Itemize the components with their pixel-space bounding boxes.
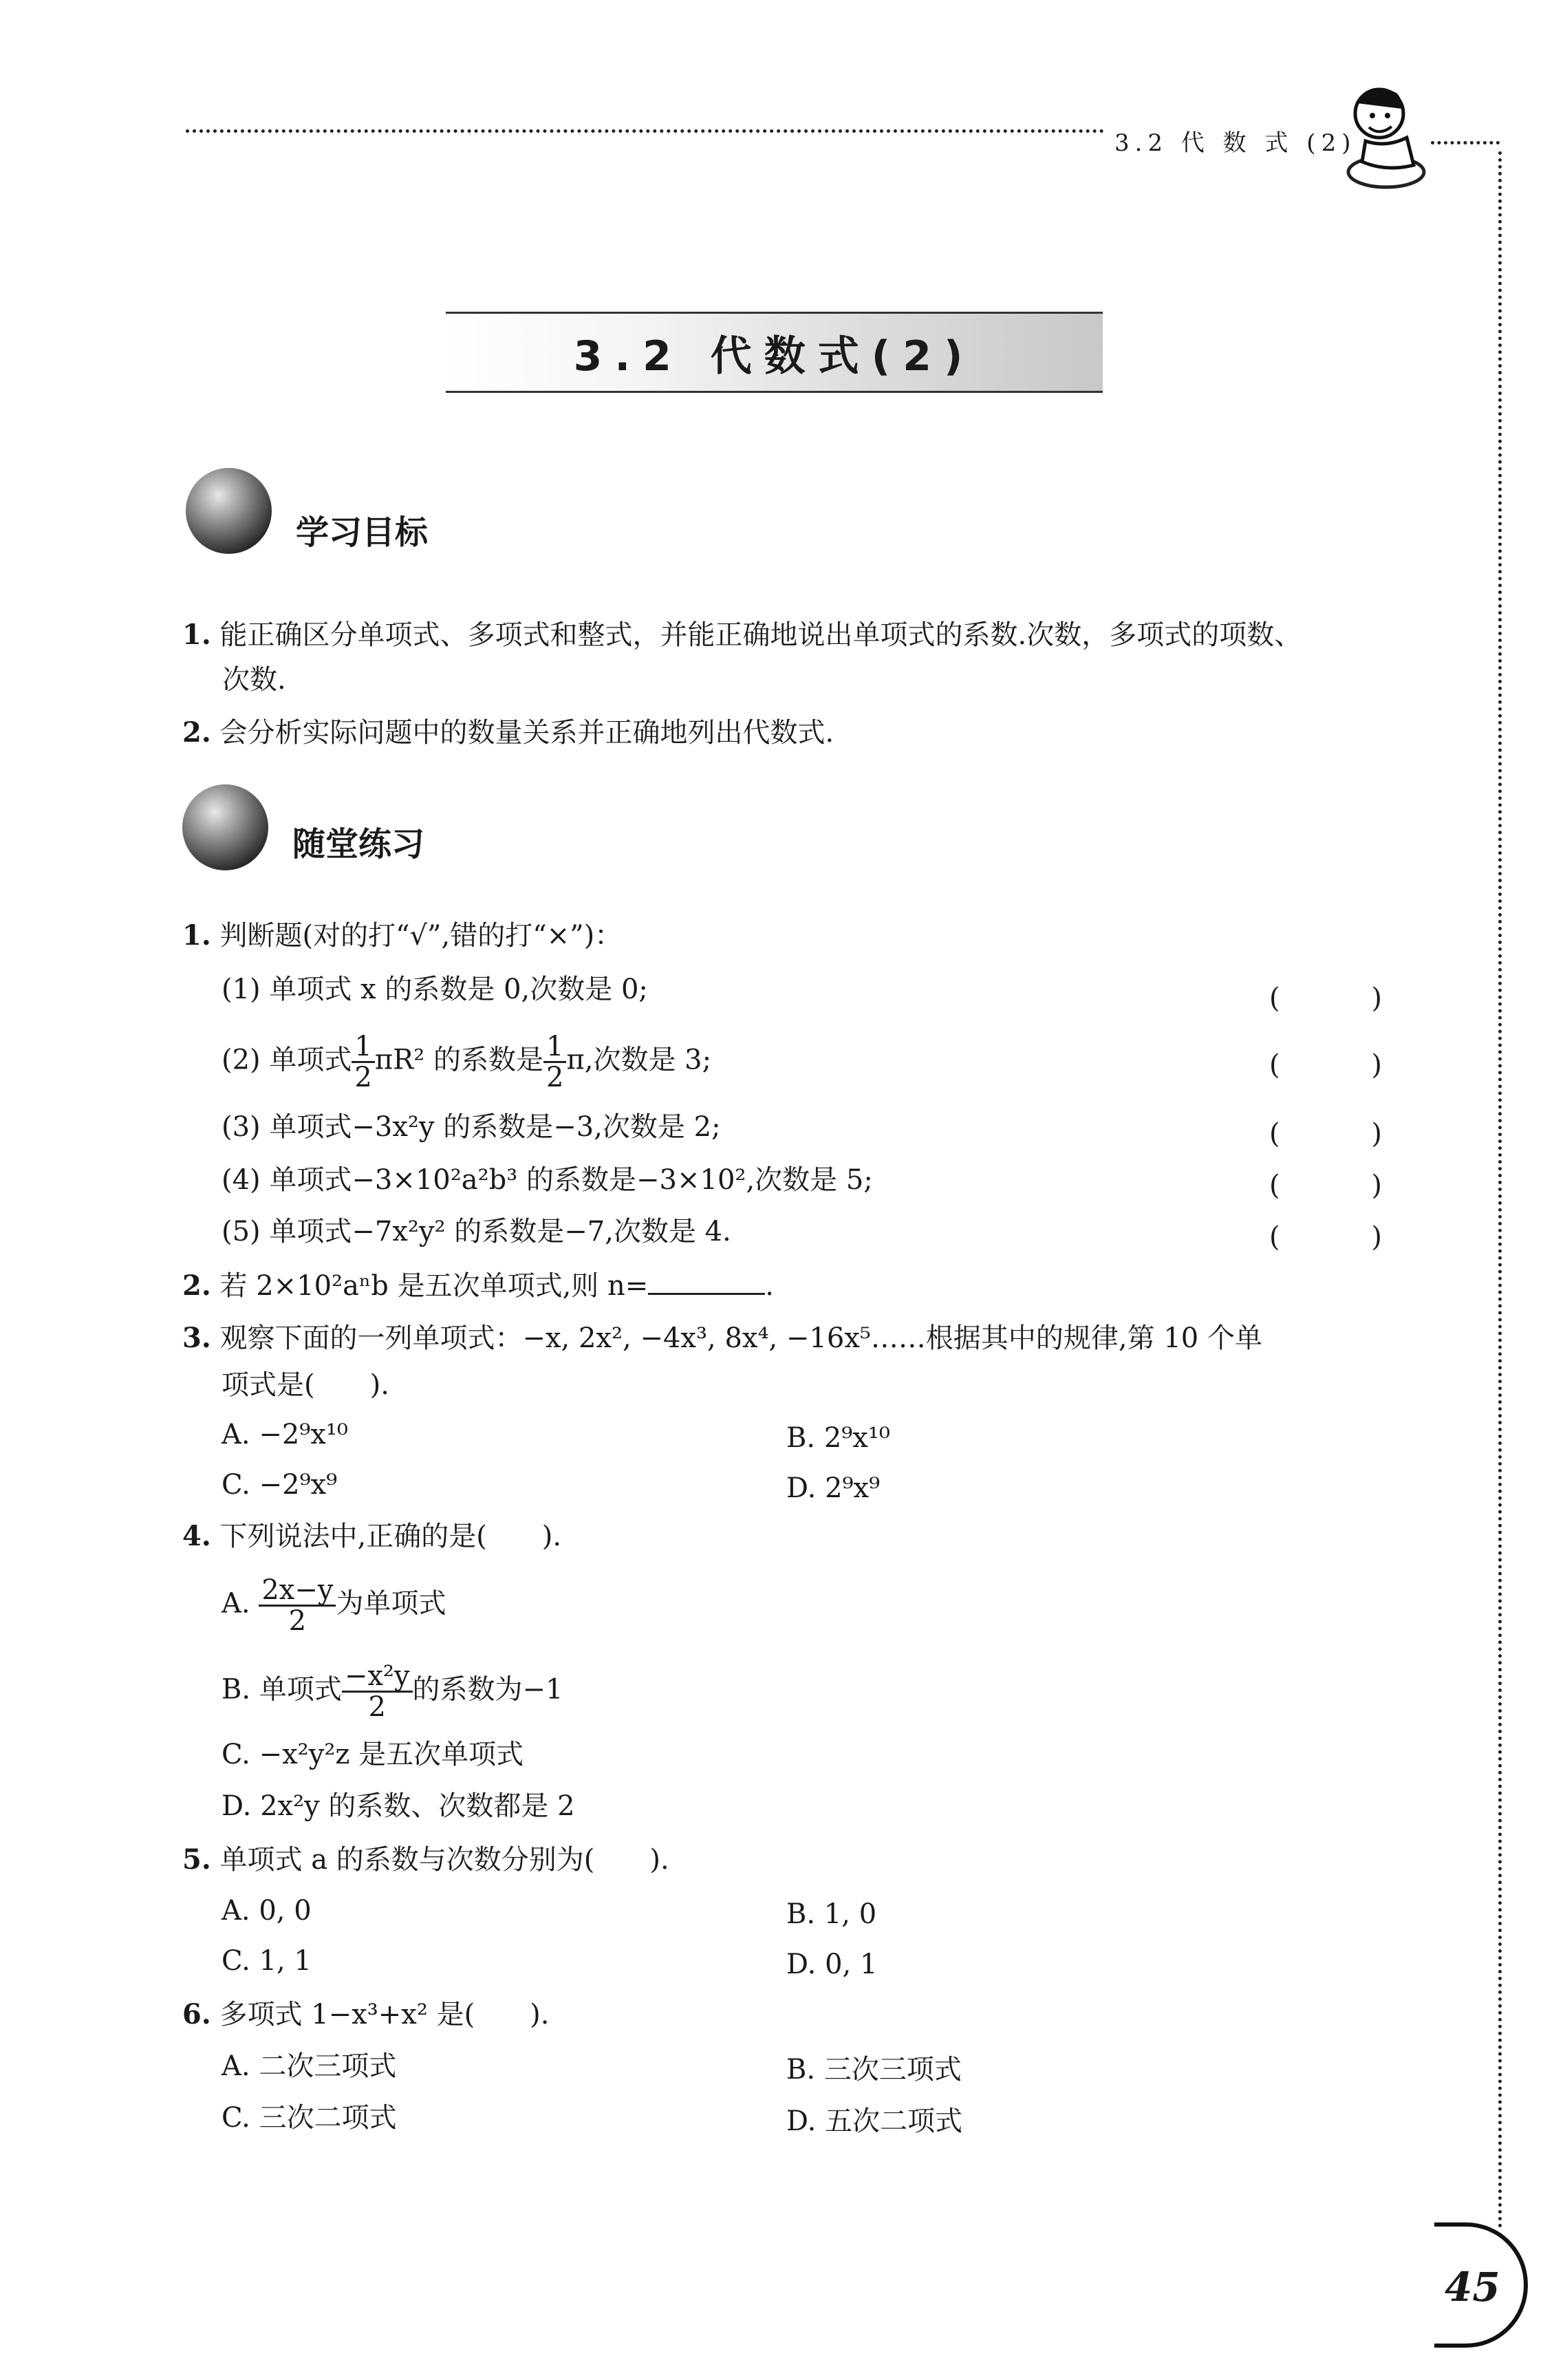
- fraction-bottom: 2: [546, 1062, 564, 1093]
- q6-stem: [182, 1998, 550, 2030]
- q5-text: 单项式 a 的系数与次数分别为( ).: [219, 1844, 669, 1876]
- page-number: 45: [1445, 2264, 1500, 2311]
- answer-paren-3[interactable]: ( ): [1269, 1118, 1423, 1150]
- answer-paren-2[interactable]: ( ): [1269, 1049, 1423, 1081]
- q6-num: 6.: [182, 1998, 211, 2030]
- q1-item-2-end: π,次数是 3;: [566, 1044, 712, 1076]
- q6-option-d[interactable]: D. 五次二项式: [786, 2105, 963, 2137]
- fraction: [352, 1032, 374, 1092]
- goal-2: [182, 716, 834, 749]
- q4-num: 4.: [182, 1520, 211, 1552]
- q1-item-5: (5) 单项式−7x²y² 的系数是−7,次数是 4.: [222, 1216, 731, 1247]
- q4-b-text: 的系数为−1: [412, 1673, 563, 1706]
- header-rule: [186, 129, 1104, 133]
- q4-stem: [182, 1520, 562, 1552]
- answer-paren-5[interactable]: ( ): [1269, 1221, 1423, 1253]
- q4-option-c[interactable]: C. −x²y²z 是五次单项式: [222, 1739, 524, 1770]
- answer-blank[interactable]: [648, 1269, 765, 1295]
- q5-option-b[interactable]: B. 1, 0: [786, 1898, 877, 1930]
- fraction-bottom: 2: [288, 1605, 307, 1637]
- q1-item-2-mid: πR² 的系数是: [374, 1044, 543, 1076]
- page-title: 3.2 代数式(2): [573, 332, 975, 380]
- q3-option-c[interactable]: C. −2⁹x⁹: [222, 1469, 338, 1501]
- q4-b-label: B. 单项式: [222, 1673, 342, 1706]
- header-rule-right: [1431, 141, 1500, 144]
- q2-text: 若 2×10²aⁿb 是五次单项式,则 n=: [219, 1270, 649, 1302]
- fraction: [259, 1576, 336, 1636]
- q3-option-d[interactable]: D. 2⁹x⁹: [786, 1472, 881, 1504]
- q2: [182, 1269, 774, 1300]
- fraction-bottom: 2: [354, 1062, 372, 1093]
- goal-2-text: 会分析实际问题中的数量关系并正确地列出代数式.: [219, 717, 834, 749]
- q1-item-2-pre: (2) 单项式: [222, 1044, 352, 1076]
- q4-text: 下列说法中,正确的是( ).: [219, 1521, 562, 1552]
- fraction-top: −x²y: [342, 1662, 413, 1693]
- answer-paren-1[interactable]: ( ): [1269, 983, 1423, 1014]
- q4-a-label: A.: [222, 1587, 250, 1620]
- q1-item-3: (3) 单项式−3x²y 的系数是−3,次数是 2;: [222, 1111, 721, 1143]
- q3-stem-cont: 项式是( ).: [222, 1369, 389, 1401]
- goal-2-num: 2.: [182, 716, 211, 749]
- section-title-practice: 随堂练习: [292, 825, 425, 864]
- goal-1-cont: 次数.: [222, 664, 286, 696]
- q6-text: 多项式 1−x³+x² 是( ).: [219, 1999, 550, 2030]
- fraction-top: 2x−y: [259, 1576, 336, 1607]
- q5-option-a[interactable]: A. 0, 0: [222, 1895, 312, 1927]
- q4-option-b[interactable]: [222, 1662, 563, 1722]
- q5-option-d[interactable]: D. 0, 1: [786, 1949, 878, 1980]
- q3-num: 3.: [182, 1322, 211, 1354]
- q3-text: 观察下面的一列单项式：−x, 2x², −4x³, 8x⁴, −16x⁵……根据其中的规律,第 10 个单: [219, 1322, 1262, 1354]
- q5-stem: [182, 1843, 669, 1876]
- goal-1-num: 1.: [182, 619, 211, 651]
- section-title-goals: 学习目标: [296, 513, 429, 552]
- running-head: 3.2 代 数 式 (2): [1114, 129, 1357, 157]
- section-globe-icon: [182, 784, 268, 870]
- fraction-top: 1: [352, 1032, 374, 1063]
- q4-option-a[interactable]: [222, 1576, 446, 1636]
- q3-option-b[interactable]: B. 2⁹x¹⁰: [786, 1422, 890, 1454]
- q1-item-2: [222, 1032, 711, 1092]
- q6-option-c[interactable]: C. 三次二项式: [222, 2102, 397, 2134]
- q5-num: 5.: [182, 1843, 211, 1876]
- q2-post: .: [765, 1270, 774, 1302]
- fraction: [543, 1032, 566, 1092]
- q4-a-text: 为单项式: [336, 1587, 446, 1620]
- q3-stem: [182, 1322, 1262, 1354]
- q1-text: 判断题(对的打“√”,错的打“×”)：: [219, 920, 623, 952]
- q4-option-d[interactable]: D. 2x²y 的系数、次数都是 2: [222, 1790, 575, 1822]
- q1-item-1: (1) 单项式 x 的系数是 0,次数是 0;: [222, 974, 648, 1005]
- fraction: [342, 1662, 413, 1722]
- goal-1: [182, 621, 1302, 649]
- mascot-icon: [1338, 76, 1427, 193]
- answer-paren-4[interactable]: ( ): [1269, 1170, 1423, 1201]
- fraction-top: 1: [543, 1032, 566, 1063]
- q5-option-c[interactable]: C. 1, 1: [222, 1945, 312, 1977]
- fraction-bottom: 2: [368, 1691, 386, 1723]
- q6-option-a[interactable]: A. 二次三项式: [222, 2050, 397, 2082]
- goal-1-text: 能正确区分单项式、多项式和整式，并能正确地说出单项式的系数.次数，多项式的项数、: [219, 619, 1302, 651]
- section-ball-icon: [186, 468, 272, 554]
- q6-option-b[interactable]: B. 三次三项式: [786, 2054, 962, 2086]
- q1-item-4: (4) 单项式−3×10²a²b³ 的系数是−3×10²,次数是 5;: [222, 1164, 873, 1196]
- q1-num: 1.: [182, 919, 211, 952]
- q2-num: 2.: [182, 1269, 211, 1302]
- q1-stem: [182, 919, 623, 952]
- margin-rule: [1498, 151, 1502, 2229]
- q3-option-a[interactable]: A. −2⁹x¹⁰: [222, 1419, 348, 1450]
